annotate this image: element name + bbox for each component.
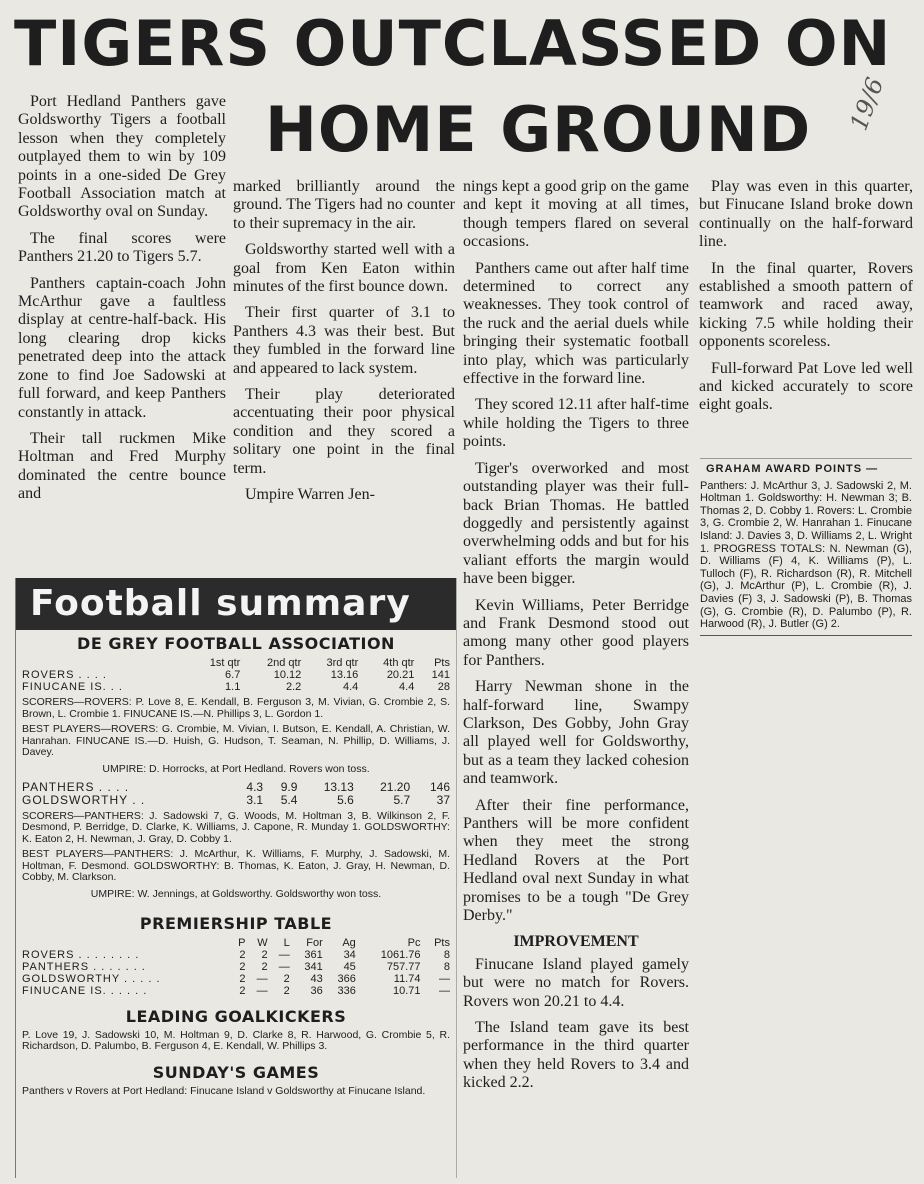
col-header: 1st qtr <box>209 657 241 669</box>
umpire-2: UMPIRE: W. Jennings, at Goldsworthy. Goldsworthy won toss. <box>90 887 382 900</box>
scorers-1: SCORERS—ROVERS: P. Love 8, E. Kendall, B. Ferguson 3, M. Vivian, G. Crombie 2, S. Brown, L. Crombie 1. FINUCANE IS.—N. Phillips 3, L. Gordon 1. <box>22 696 450 720</box>
headline-line-2: HOME GROUND <box>265 93 812 166</box>
award-heading: GRAHAM AWARD POINTS — <box>706 463 879 475</box>
paragraph: Harry Newman shone in the half-forward line, Swampy Clarkson, Des Gobby, John Gray all played well for Goldsworthy, but as a team they lacked cohesion and teamwork. <box>463 678 689 788</box>
col-header: 2nd qtr <box>267 657 302 669</box>
table-row: ROVERS . . . . . . . . 2 2 — 361 34 1061.76 8 <box>22 948 450 961</box>
table-row: PANTHERS . . . . 4.3 9.9 13.13 21.20 146 <box>22 779 450 794</box>
table-row: GOLDSWORTHY . . 3.1 5.4 5.6 5.7 37 <box>22 792 450 807</box>
col-header: 4th qtr <box>383 657 415 669</box>
goalkickers-heading: LEADING GOALKICKERS <box>125 1006 347 1026</box>
article-column-3 <box>463 178 689 1101</box>
football-summary-box <box>15 578 457 1178</box>
paragraph: Their tall ruckmen Mike Holtman and Fred Murphy dominated the centre bounce and <box>18 429 226 503</box>
paragraph: Tiger's overworked and most outstanding player was their full-back Brian Thomas. He battled doggedly and persistently against overwhelming odds and but for his valiant efforts the margin would have been bigger. <box>463 459 689 588</box>
match-1-scores <box>20 657 452 693</box>
headline-line-1: TIGERS OUTCLASSED ON <box>14 7 892 80</box>
table-row: FINUCANE IS. . . 1.1 2.2 4.4 4.4 28 <box>22 681 450 693</box>
table-row: PANTHERS . . . . . . . 2 2 — 341 45 757.77 8 <box>22 960 450 973</box>
paragraph: marked brilliantly around the ground. The Tigers had no counter to their supremacy in the air. <box>233 178 455 232</box>
paragraph: Panthers captain-coach John McArthur gave a faultless display at centre-half-back. His long clearing drop kicks penetrated deep into the attack zone to find Joe Sadowski at full forward, and keep Panthers constantly in attack. <box>18 274 226 421</box>
col-header: Pts <box>434 657 450 669</box>
paragraph: They scored 12.11 after half-time while holding the Tigers to three points. <box>463 396 689 451</box>
award-text: Panthers: J. McArthur 3, J. Sadowski 2, M. Holtman 1. Goldsworthy: H. Newman 3; B. Thomas 2, D. Cobby 1. Rovers: L. Crombie 3, G. Crombie 2, W. Hanrahan 1. Finucane Island: J. Davies 3, D. Williams 2, L. Wright 1. PROGRESS TOTALS: N. Newman (G), D. Williams (F) 4, K. Williams (P), L. Tulloch (F), R. Richardson (R), R. Mitchell (G), J. McArthur (P), L. Crombie (R), J. Davies (F) 3, J. Sadowski (P), B. Thomas (G), G. Crombie (R), D. Palumbo (P), R. Harwood (R), J. Butler (G) 2. <box>700 479 912 631</box>
paragraph: nings kept a good grip on the game and kept it moving at all times, though tempers flared on several occasions. <box>463 178 689 251</box>
table-row: FINUCANE IS. . . . . . 2 — 2 36 336 10.71 — <box>22 984 450 997</box>
premiership-table: P W L For Ag Pc Pts ROVERS . . . . . . . . 2 2 — 361 34 1061.76 8 PANTHERS . . . . . . . 2 2 — 341 45 757.77 8 GOLDSWORTHY . . . . . 2 — 2 43 366 11.74 — FINUCANE IS. . . . . . 2 — 2 36 336 10.71 — <box>22 936 450 997</box>
table-row: GOLDSWORTHY . . . . . 2 — 2 43 366 11.74 — <box>22 972 450 985</box>
paragraph: Umpire Warren Jen- <box>245 486 375 504</box>
article-column-1 <box>18 93 226 512</box>
paragraph: Port Hedland Panthers gave Goldsworthy Tigers a football lesson when they completely outplayed them to win by 109 points in a one-sided De Grey Football Association match at Goldsworthy oval on Sunday. <box>18 93 226 221</box>
table-row: ROVERS . . . . 6.7 10.12 13.16 20.21 141 <box>22 669 450 681</box>
sundays-games-text: Panthers v Rovers at Port Hedland: Finucane Island v Goldsworthy at Finucane Island. <box>22 1084 426 1097</box>
paragraph: The Island team gave its best performance in the third quarter when they held Rovers to 3.4 and kicked 2.2. <box>463 1019 689 1092</box>
premiership-heading: PREMIERSHIP TABLE <box>139 913 333 933</box>
subheading-improvement: IMPROVEMENT <box>513 933 639 951</box>
col-header: 3rd qtr <box>326 657 359 669</box>
sundays-games-heading: SUNDAY'S GAMES <box>152 1062 320 1082</box>
scorers-2: SCORERS—PANTHERS: J. Sadowski 7, G. Woods, M. Holtman 3, B. Wilkinson 2, F. Desmond, P. Berridge, D. Clarke, K. Williams, J. Capone, R. Munday 1. GOLDSWORTHY: K. Eaton 2, H. Newman, J. Gray, D. Cobby 1. <box>22 809 450 845</box>
best-players-2: BEST PLAYERS—PANTHERS: J. McArthur, K. Williams, F. Murphy, J. Sadowski, M. Holtman, F. Desmond. GOLDSWORTHY: B. Thomas, K. Eaton, J. Gray, H. Newman, D. Cobby, M. Clarkson. <box>22 848 450 883</box>
paragraph: Panthers came out after half time determined to correct any weaknesses. They took control of the ruck and the aerial duels while bringing their systematic football into play, which was particularly effective in the forward line. <box>463 259 689 388</box>
graham-award-box <box>700 458 912 636</box>
paragraph: Kevin Williams, Peter Berridge and Frank Desmond stood out among many other good players for Panthers. <box>463 596 689 669</box>
paragraph: In the final quarter, Rovers established a smooth pattern of teamwork and raced away, kicking 7.5 while holding their opponents scoreless. <box>699 259 913 351</box>
handwritten-date: 19/6 <box>844 73 890 135</box>
goalkickers-text: P. Love 19, J. Sadowski 10, M. Holtman 9, D. Clarke 8, R. Harwood, G. Crombie 5, R. Richardson, D. Palumbo, B. Ferguson 4, E. Kendall, W. Phillips 3. <box>22 1028 450 1052</box>
paragraph: Goldsworthy started well with a goal from Ken Eaton within minutes of the first bounce down. <box>233 241 455 296</box>
paragraph: Finucane Island played gamely but were no match for Rovers. Rovers won 20.21 to 4.4. <box>463 955 689 1010</box>
paragraph: After their fine performance, Panthers will be more confident when they meet the strong Hedland Rovers at the Port Hedland oval next Sunday in what promises to be a tough "De Grey Derby." <box>463 796 689 925</box>
article-column-2 <box>233 178 455 513</box>
paragraph: Their play deteriorated accentuating their poor physical condition and they scored a solitary one point in the final term. <box>233 386 455 477</box>
paragraph: Play was even in this quarter, but Finucane Island broke down continually on the half-forward line. <box>699 178 913 251</box>
summary-banner: Football summary <box>16 578 456 630</box>
paragraph: Full-forward Pat Love led well and kicked accurately to score eight goals. <box>699 359 913 414</box>
best-players-1: BEST PLAYERS—ROVERS: G. Crombie, M. Vivian, I. Butson, E. Kendall, A. Christian, W. Hanrahan. FINUCANE IS.—D. Huish, G. Hudson, T. Seaman, N. Phillip, D. Williams, J. Davey. <box>22 723 450 758</box>
paragraph: Their first quarter of 3.1 to Panthers 4.3 was their best. But they fumbled in the forward line and appeared to lack system. <box>233 304 455 377</box>
umpire-1: UMPIRE: D. Horrocks, at Port Hedland. Rovers won toss. <box>102 762 370 775</box>
association-heading: DE GREY FOOTBALL ASSOCIATION <box>77 634 395 653</box>
article-column-4 <box>699 178 913 423</box>
match-2-scores <box>20 781 452 807</box>
paragraph: The final scores were Panthers 21.20 to Tigers 5.7. <box>18 229 226 266</box>
